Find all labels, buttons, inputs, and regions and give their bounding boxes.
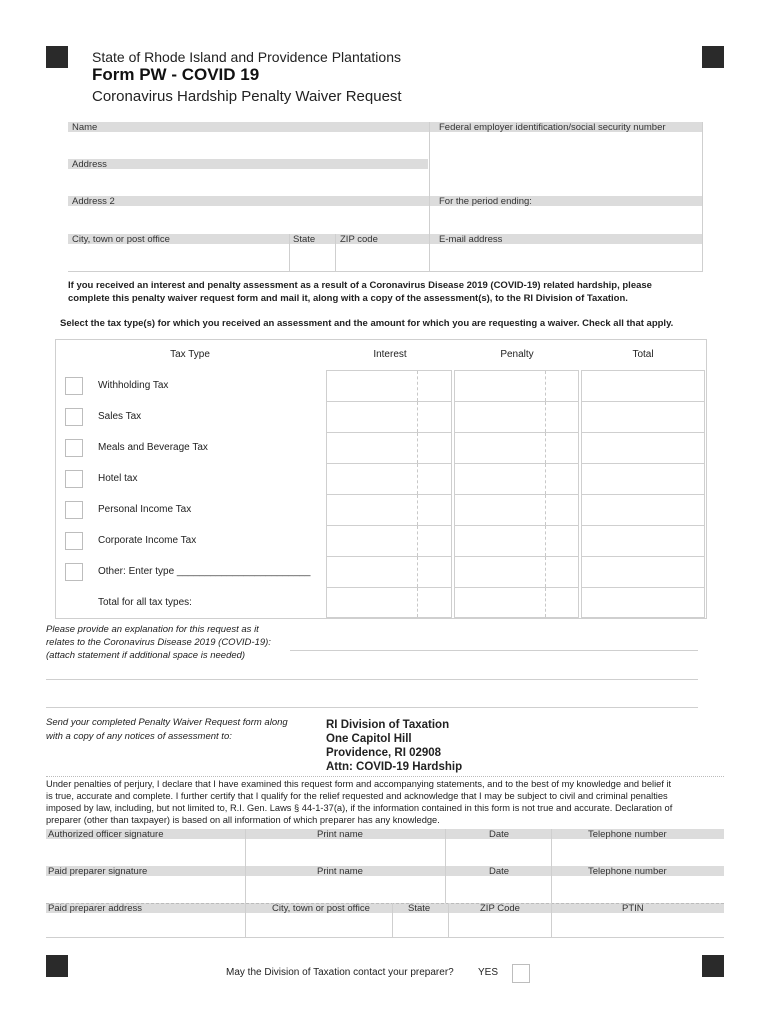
interest-amount-field[interactable] <box>326 432 452 464</box>
period-label: For the period ending: <box>439 196 532 207</box>
header-tax-type: Tax Type <box>170 349 210 360</box>
preparer-state-label: State <box>408 903 431 914</box>
total-amount-field[interactable] <box>581 556 705 588</box>
print-name-label-2: Print name <box>317 866 363 877</box>
corner-mark-bottom-right <box>702 955 724 977</box>
tax-type-checkbox[interactable] <box>65 377 83 395</box>
total-amount-field[interactable] <box>581 525 705 557</box>
officer-signature-field[interactable] <box>46 840 244 865</box>
perjury-line-3: imposed by law, including, but not limited to, R.I. Gen. Laws § 44-1-37(a), if the information contained in this form is not true and accurate. Declaration of <box>46 803 673 813</box>
interest-amount-field[interactable] <box>326 401 452 433</box>
tax-type-label: Other: Enter type ________________________ <box>98 566 311 577</box>
instruction-line-2: complete this penalty waiver request form and mail it, along with a copy of the assessment(s), to the RI Division of Taxation. <box>68 293 628 304</box>
tax-type-checkbox[interactable] <box>65 501 83 519</box>
date-label-2: Date <box>489 866 510 877</box>
cents-divider <box>545 464 546 494</box>
cents-divider <box>545 557 546 587</box>
zip-label: ZIP code <box>340 234 378 245</box>
tax-type-label: Hotel tax <box>98 473 138 484</box>
total-all-types-label: Total for all tax types: <box>98 597 192 608</box>
total-penalty-field[interactable] <box>454 587 579 618</box>
preparer-signature-field[interactable] <box>46 877 244 902</box>
date-field-1[interactable] <box>446 840 550 865</box>
interest-amount-field[interactable] <box>326 463 452 495</box>
print-name-label-1: Print name <box>317 829 363 840</box>
print-name-field-1[interactable] <box>246 840 444 865</box>
penalty-amount-field[interactable] <box>454 432 579 464</box>
officer-signature-label: Authorized officer signature <box>48 829 164 840</box>
corner-mark-top-right <box>702 46 724 68</box>
print-name-field-2[interactable] <box>246 877 444 902</box>
penalty-amount-field[interactable] <box>454 370 579 402</box>
cents-divider <box>545 371 546 401</box>
explanation-field-1[interactable] <box>290 650 698 651</box>
cents-divider <box>417 588 418 617</box>
fein-label: Federal employer identification/social security number <box>439 122 666 133</box>
name-label: Name <box>72 122 98 133</box>
mail-address-line-2: One Capitol Hill <box>326 733 412 745</box>
address2-label: Address 2 <box>72 196 115 207</box>
send-line-1: Send your completed Penalty Waiver Request form along <box>46 717 288 728</box>
tax-type-checkbox[interactable] <box>65 470 83 488</box>
header-interest: Interest <box>373 349 407 360</box>
email-label: E-mail address <box>439 234 503 245</box>
email-field[interactable] <box>431 245 701 270</box>
total-amount-field[interactable] <box>581 432 705 464</box>
cents-divider <box>545 526 546 556</box>
perjury-line-1: Under penalties of perjury, I declare that I have examined this request form and accompanying statements, and to the best of my knowledge and belief it <box>46 779 672 789</box>
cents-divider <box>545 588 546 617</box>
cents-divider <box>417 371 418 401</box>
preparer-zip-field[interactable] <box>449 914 552 936</box>
explanation-field-2[interactable] <box>46 679 698 680</box>
header-total: Total <box>632 349 654 360</box>
perjury-line-4: preparer (other than taxpayer) is based on all information of which preparer has any knowledge. <box>46 815 440 825</box>
address-field[interactable] <box>68 170 428 195</box>
penalty-amount-field[interactable] <box>454 494 579 526</box>
explanation-line-3: (attach statement if additional space is needed) <box>46 650 246 661</box>
cents-divider <box>417 526 418 556</box>
mail-address-line-3: Providence, RI 02908 <box>326 747 442 759</box>
interest-amount-field[interactable] <box>326 370 452 402</box>
total-amount-field[interactable] <box>581 463 705 495</box>
telephone-field-1[interactable] <box>552 840 724 865</box>
ptin-label: PTIN <box>622 903 644 914</box>
contact-yes-checkbox[interactable] <box>512 964 530 983</box>
perjury-line-2: is true, accurate and complete. I further certify that I qualify for the relief requested and acknowledge that I may be subject to civil and criminal penalties <box>46 791 668 801</box>
ptin-field[interactable] <box>554 914 724 936</box>
tax-type-checkbox[interactable] <box>65 563 83 581</box>
penalty-amount-field[interactable] <box>454 463 579 495</box>
preparer-state-field[interactable] <box>393 914 447 936</box>
cents-divider <box>545 495 546 525</box>
preparer-address-field[interactable] <box>46 914 244 936</box>
divider <box>46 776 724 777</box>
tax-type-checkbox[interactable] <box>65 439 83 457</box>
city-label: City, town or post office <box>72 234 170 245</box>
interest-amount-field[interactable] <box>326 494 452 526</box>
total-amount-field[interactable] <box>581 370 705 402</box>
preparer-address-label: Paid preparer address <box>48 903 142 914</box>
preparer-city-label: City, town or post office <box>272 903 370 914</box>
corner-mark-bottom-left <box>46 955 68 977</box>
telephone-label-2: Telephone number <box>588 866 667 877</box>
state-field[interactable] <box>290 245 334 270</box>
total-amount-field[interactable] <box>581 494 705 526</box>
preparer-zip-label: ZIP Code <box>480 903 520 914</box>
telephone-label-1: Telephone number <box>588 829 667 840</box>
contact-preparer-question: May the Division of Taxation contact your preparer? <box>226 967 454 978</box>
contact-yes-label: YES <box>478 967 499 978</box>
cents-divider <box>417 464 418 494</box>
explanation-field-3[interactable] <box>46 707 698 708</box>
form-subtitle: Coronavirus Hardship Penalty Waiver Request <box>92 88 402 105</box>
period-field[interactable] <box>431 207 701 233</box>
total-interest-field[interactable] <box>326 587 452 618</box>
tax-type-label: Personal Income Tax <box>98 504 192 515</box>
cents-divider <box>545 402 546 432</box>
total-total-field[interactable] <box>581 587 705 618</box>
mail-address-line-1: RI Division of Taxation <box>326 719 450 731</box>
date-field-2[interactable] <box>446 877 550 902</box>
select-instruction: Select the tax type(s) for which you received an assessment and the amount for which you are requesting a waiver. Check all that apply. <box>60 318 674 329</box>
tax-type-checkbox[interactable] <box>65 408 83 426</box>
preparer-city-field[interactable] <box>246 914 391 936</box>
tax-type-label: Sales Tax <box>98 411 142 422</box>
penalty-amount-field[interactable] <box>454 556 579 588</box>
cents-divider <box>417 495 418 525</box>
address2-field[interactable] <box>68 207 428 233</box>
cents-divider <box>545 433 546 463</box>
city-field[interactable] <box>68 245 288 270</box>
tax-type-label: Corporate Income Tax <box>98 535 197 546</box>
instruction-line-1: If you received an interest and penalty assessment as a result of a Coronavirus Disease 2019 (COVID-19) related hardship, please <box>68 280 652 291</box>
zip-field[interactable] <box>336 245 428 270</box>
explanation-line-2: relates to the Coronavirus Disease 2019 (COVID-19): <box>46 637 271 648</box>
explanation-line-1: Please provide an explanation for this request as it <box>46 624 259 635</box>
interest-amount-field[interactable] <box>326 525 452 557</box>
cents-divider <box>417 557 418 587</box>
name-field[interactable] <box>68 133 428 158</box>
penalty-amount-field[interactable] <box>454 525 579 557</box>
state-label: State <box>293 234 316 245</box>
cents-divider <box>417 433 418 463</box>
tax-type-checkbox[interactable] <box>65 532 83 550</box>
penalty-amount-field[interactable] <box>454 401 579 433</box>
total-amount-field[interactable] <box>581 401 705 433</box>
header-penalty: Penalty <box>500 349 534 360</box>
state-name: State of Rhode Island and Providence Plantations <box>92 49 401 65</box>
tax-type-label: Withholding Tax <box>98 380 169 391</box>
interest-amount-field[interactable] <box>326 556 452 588</box>
mail-address-line-4: Attn: COVID-19 Hardship <box>326 761 463 773</box>
form-title: Form PW - COVID 19 <box>92 65 260 84</box>
corner-mark-top-left <box>46 46 68 68</box>
fein-field[interactable] <box>431 133 701 195</box>
date-label-1: Date <box>489 829 510 840</box>
telephone-field-2[interactable] <box>552 877 724 902</box>
preparer-signature-label: Paid preparer signature <box>48 866 148 877</box>
cents-divider <box>417 402 418 432</box>
tax-type-label: Meals and Beverage Tax <box>98 442 208 453</box>
address-label: Address <box>72 159 107 170</box>
send-line-2: with a copy of any notices of assessment to: <box>46 731 232 742</box>
